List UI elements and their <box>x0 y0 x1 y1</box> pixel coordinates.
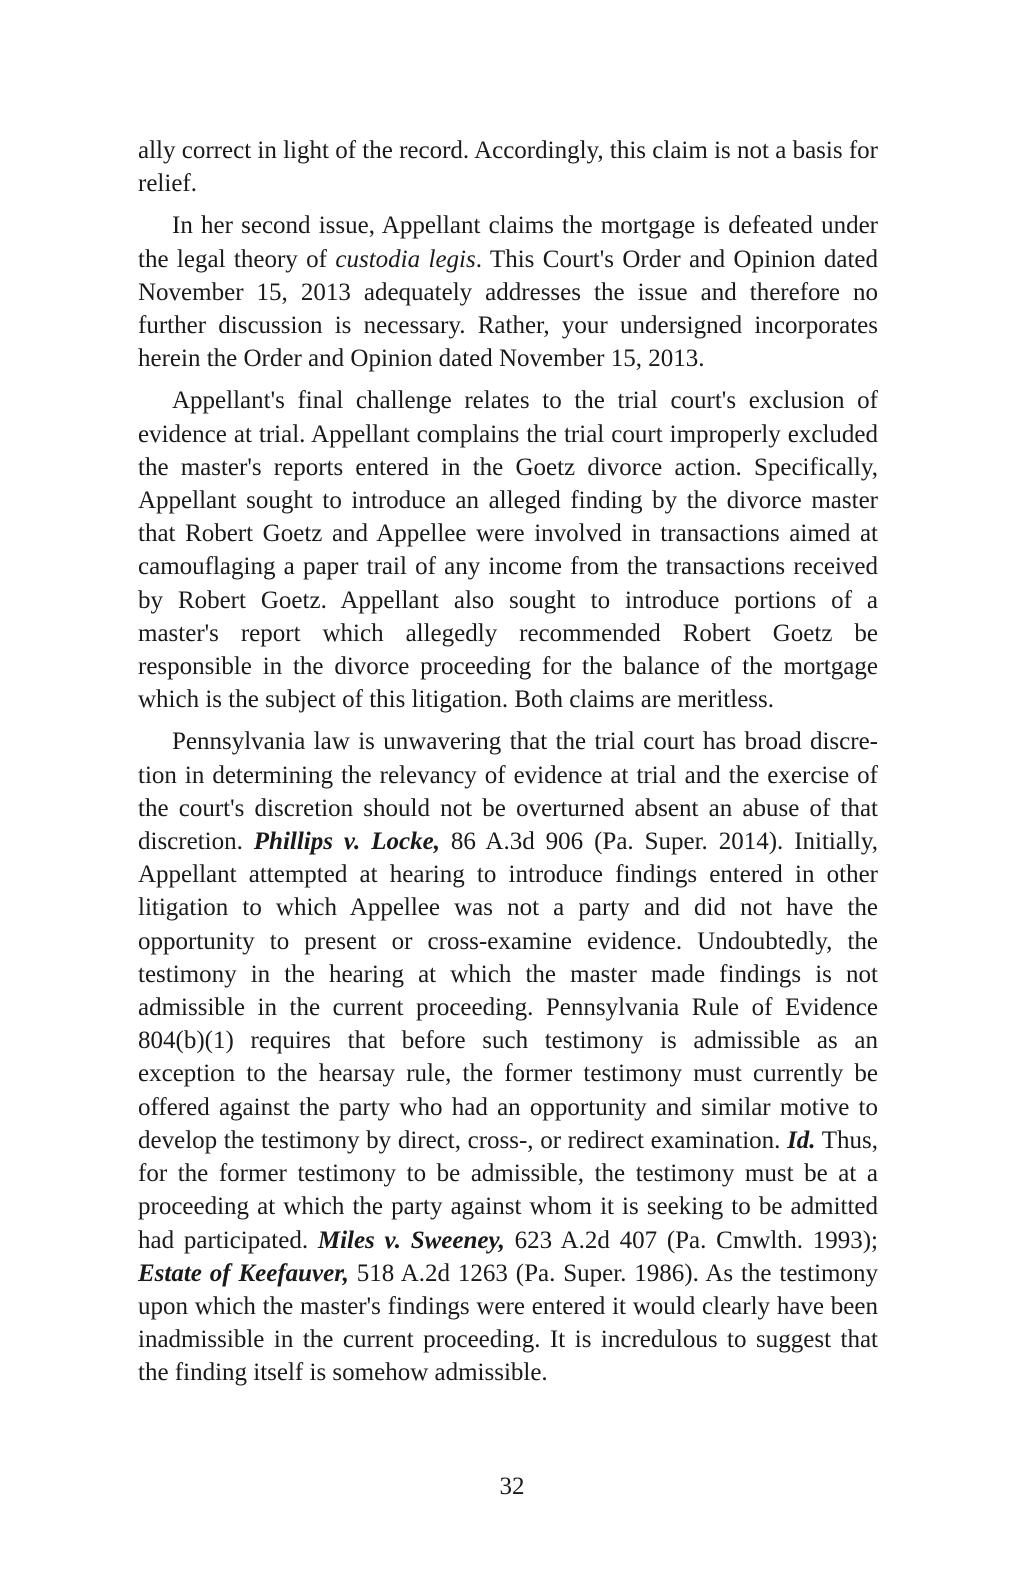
paragraph-4-text-a: Pennsylvania law is unwavering that the trial court has broad discretion in determining the relevancy of evidence at trial and the exercise of the court's discretion should not be overturned absent an abuse of that discretion. <box>138 728 878 856</box>
page-number: 32 <box>499 1473 525 1500</box>
paragraph-4-text-d: 623 A.2d 407 (Pa. Cmwlth. 1993); <box>504 1226 878 1254</box>
case-citation-miles-v-sweeney: Miles v. Sweeney, <box>317 1226 505 1254</box>
paragraph-2-text-b: . This Court's Order and Opinion dated November 15, 2013 adequately addresses the issue and therefore no further discussion is necessary. Rather, your undersigned incorporates herein the Order and Opinion dated November 15, 2013. <box>138 245 878 373</box>
paragraph-1-text: ally correct in light of the record. Accordingly, this claim is not a basis for relief. <box>138 137 878 198</box>
paragraph-1 <box>138 134 878 200</box>
paragraph-4-text-c: Thus, for the former testimony to be admissible, the testimony must be at a proceeding at which the party against whom it is seeking to be admitted had participated. <box>138 1126 878 1254</box>
paragraph-4-text-b: 86 A.3d 906 (Pa. Super. 2014). Initially, Appellant attempted at hearing to introduce findings entered in other litigation to which Appellee was not a party and did not have the opportunity to present or cross-examine evidence. Undoubtedly, the testimony in the hearing at which the master made findings is not admissible in the current proceeding. Pennsylvania Rule of Evidence 804(b)(1) requires that before such testimony is admissible as an exception to the hearsay rule, the former testimony must currently be offered against the party who had an opportunity and similar motive to develop the testimony by direct, cross-, or redirect examination. <box>138 828 878 1154</box>
case-citation-estate-of-keefauver: Estate of Keefauver, <box>138 1259 349 1287</box>
paragraph-3 <box>138 384 878 716</box>
paragraph-2-text-a: In her second issue, Appellant claims the mortgage is defeated under the legal theory of <box>138 212 878 273</box>
paragraph-2 <box>138 209 878 375</box>
latin-term-custodia-legis: custodia legis <box>335 245 476 273</box>
paragraph-4-text-e: 518 A.2d 1263 (Pa. Super. 1986). As the testimony upon which the master's findings were entered it would clearly have been inadmissible in the current proceeding. It is incredulous to suggest that the finding itself is somehow admissible. <box>138 1259 878 1387</box>
case-citation-phillips-v-locke: Phillips v. Locke, <box>253 828 440 856</box>
case-citation-id: Id. <box>787 1126 816 1154</box>
paragraph-4 <box>138 725 878 1389</box>
page-body <box>138 134 878 1390</box>
paragraph-3-text: Appellant's final challenge relates to the trial court's exclusion of evidence at trial. Appellant complains the trial court improperly excluded the master's reports entered in the Goetz divorce action. Specifically, Appellant sought to introduce an alleged finding by the divorce master that Robert Goetz and Appellee were involved in transactions aimed at camouflaging a paper trail of any income from the transactions received by Robert Goetz. Appellant also sought to introduce portions of a master's report which allegedly recommended Robert Goetz be responsible in the divorce proceeding for the balance of the mortgage which is the subject of this litigation. Both claims are meritless. <box>138 387 878 714</box>
